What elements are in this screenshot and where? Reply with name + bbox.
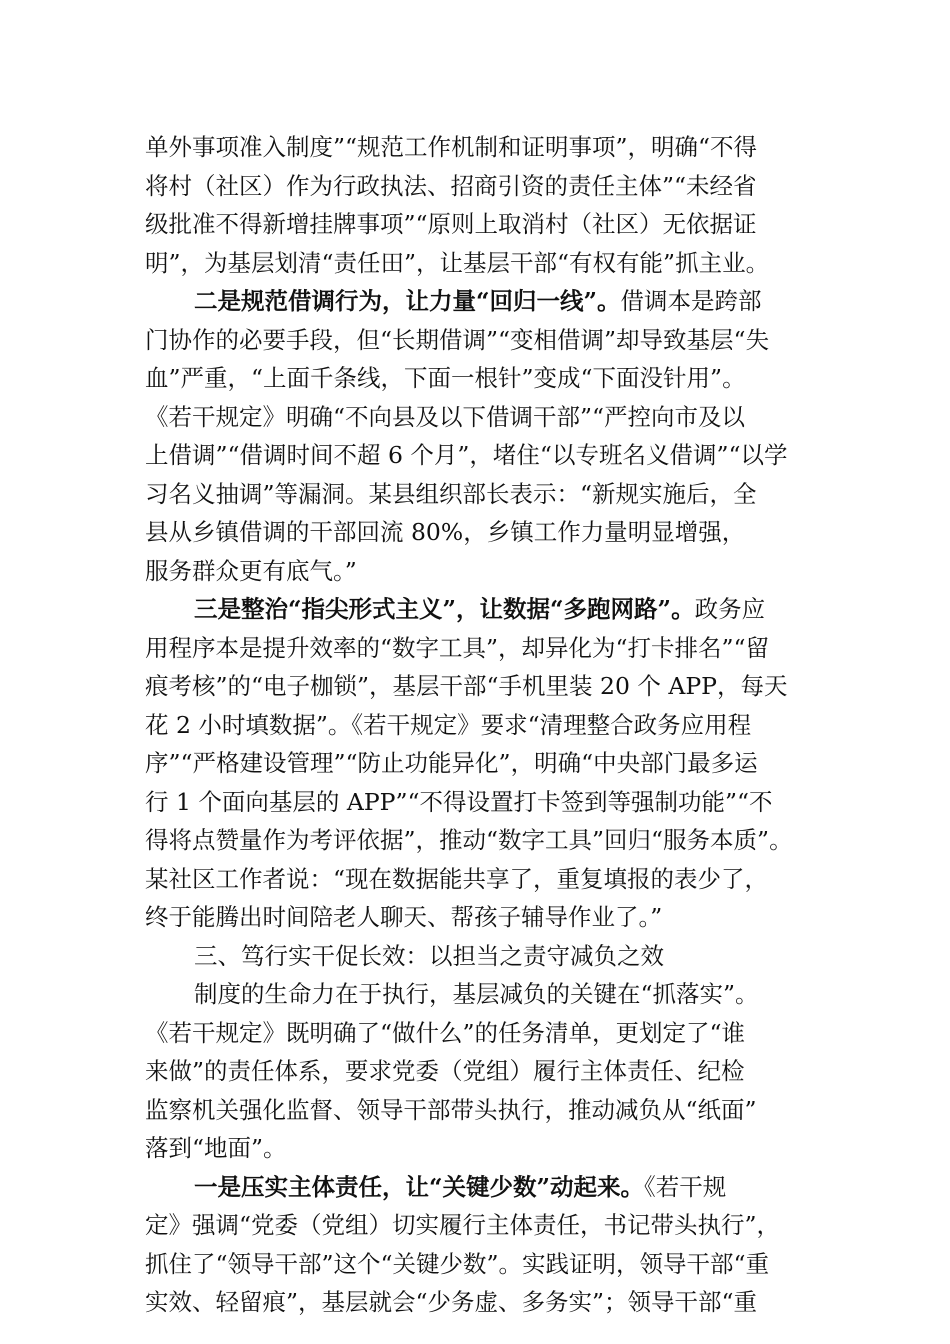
text-run: 单外事项准入制度”“规范工作机制和证明事项”，明确“不得 xyxy=(145,133,758,161)
text-line xyxy=(145,937,825,976)
bold-heading-run: 一是压实主体责任，让“关键少数”动起来。 xyxy=(194,1172,645,1201)
text-run: 监察机关强化监督、领导干部带头执行，推动减负从“纸面” xyxy=(145,1095,757,1124)
text-line xyxy=(145,1129,825,1168)
text-line xyxy=(145,1168,825,1207)
text-line xyxy=(145,205,825,244)
text-run: 花 2 小时填数据”。《若干规定》要求“清理整合政务应用程 xyxy=(145,710,752,739)
text-run: 《若干规定》既明确了“做什么”的任务清单，更划定了“谁 xyxy=(145,1018,746,1047)
text-run: 级批准不得新增挂牌事项”“原则上取消村（社区）无依据证 xyxy=(145,210,757,238)
text-line xyxy=(145,1206,825,1245)
text-line xyxy=(145,667,825,706)
text-line xyxy=(145,436,825,475)
bold-heading-run: 二是规范借调行为，让力量“回归一线”。 xyxy=(194,287,621,315)
text-line xyxy=(145,1014,825,1053)
document-body xyxy=(145,128,825,1322)
text-run: 抓住了“领导干部”这个“关键少数”。实践证明，领导干部“重 xyxy=(145,1249,770,1278)
text-run: 制度的生命力在于执行，基层减负的关键在“抓落实”。 xyxy=(194,980,759,1008)
text-run: 《若干规定》明确“不向县及以下借调干部”“严控向市及以 xyxy=(145,402,746,431)
text-line xyxy=(145,321,825,360)
text-run: 痕考核”的“电子枷锁”，基层干部“手机里装 20 个 APP，每天 xyxy=(145,672,788,700)
text-line xyxy=(145,898,825,937)
text-run: 定》强调“党委（党组）切实履行主体责任，书记带头执行”， xyxy=(145,1211,781,1239)
text-run: 三、笃行实干促长效：以担当之责守减负之效 xyxy=(194,941,664,970)
text-line xyxy=(145,744,825,783)
text-line xyxy=(145,1283,825,1322)
text-run: 门协作的必要手段，但“长期借调”“变相借调”却导致基层“失 xyxy=(145,325,770,354)
text-run: 来做”的责任体系，要求党委（党组）履行主体责任、纪检 xyxy=(145,1057,745,1085)
text-line xyxy=(145,552,825,591)
text-run: 血”严重，“上面千条线，下面一根针”变成“下面没针用”。 xyxy=(145,364,746,392)
text-line xyxy=(145,398,825,437)
text-run: 县从乡镇借调的干部回流 80%，乡镇工作力量明显增强， xyxy=(145,518,746,546)
text-run: 借调本是跨部 xyxy=(620,287,762,315)
text-run: 政务应 xyxy=(694,595,766,623)
text-line xyxy=(145,359,825,398)
bold-heading-run: 三是整治“指尖形式主义”，让数据“多跑网路”。 xyxy=(194,595,695,623)
text-line xyxy=(145,590,825,629)
text-run: 服务群众更有底气。” xyxy=(145,556,357,585)
text-line xyxy=(145,167,825,206)
text-line xyxy=(145,244,825,283)
text-line xyxy=(145,629,825,668)
text-line xyxy=(145,860,825,899)
text-run: 《若干规 xyxy=(644,1172,727,1201)
text-line xyxy=(145,783,825,822)
text-run: 某社区工作者说：“现在数据能共享了，重复填报的表少了， xyxy=(145,864,769,893)
text-run: 落到“地面”。 xyxy=(145,1134,287,1162)
text-line xyxy=(145,706,825,745)
text-line xyxy=(145,513,825,552)
text-line xyxy=(145,821,825,860)
text-run: 用程序本是提升效率的“数字工具”，却异化为“打卡排名”“留 xyxy=(145,633,770,662)
text-run: 上借调”“借调时间不超 6 个月”，堵住“以专班名义借调”“以学 xyxy=(145,441,788,469)
text-line xyxy=(145,475,825,514)
text-run: 得将点赞量作为考评依据”，推动“数字工具”回归“服务本质”。 xyxy=(145,826,793,854)
text-run: 习名义抽调”等漏洞。某县组织部长表示：“新规实施后，全 xyxy=(145,479,757,508)
text-run: 实效、轻留痕”，基层就会“少务虚、多务实”；领导干部“重 xyxy=(145,1288,758,1316)
text-run: 终于能腾出时间陪老人聊天、帮孩子辅导作业了。” xyxy=(145,903,663,931)
text-run: 序”“严格建设管理”“防止功能异化”，明确“中央部门最多运 xyxy=(145,749,758,777)
text-run: 将村（社区）作为行政执法、招商引资的责任主体”“未经省 xyxy=(145,171,757,200)
text-line xyxy=(145,128,825,167)
text-line xyxy=(145,975,825,1014)
text-run: 行 1 个面向基层的 APP”“不得设置打卡签到等强制功能”“不 xyxy=(145,787,773,816)
text-line xyxy=(145,1245,825,1284)
text-run: 明”，为基层划清“责任田”，让基层干部“有权有能”抓主业。 xyxy=(145,248,770,277)
text-line xyxy=(145,1052,825,1091)
text-line xyxy=(145,1091,825,1130)
text-line xyxy=(145,282,825,321)
